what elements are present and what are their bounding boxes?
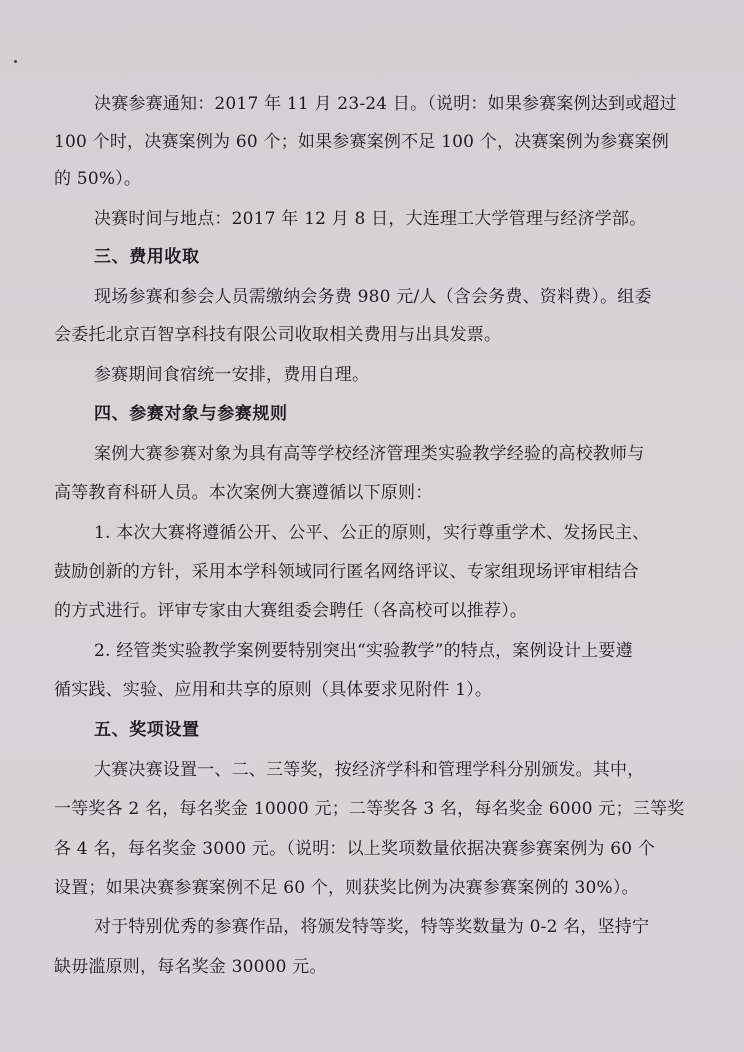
paragraph-fees-line-1: 现场参赛和参会人员需缴纳会务费 980 元/人（含会务费、资料费）。组委 [94,287,652,307]
paragraph-final-time-place: 决赛时间与地点：2017 年 12 月 8 日，大连理工大学管理与经济学部。 [94,209,647,229]
paragraph-special-award-line-1: 对于特别优秀的参赛作品，将颁发特等奖，特等奖数量为 0-2 名，坚持宁 [94,917,650,937]
section-heading-fees: 三、费用收取 [94,247,200,267]
paragraph-special-award-line-2: 缺毋滥原则，每名奖金 30000 元。 [54,957,327,977]
paragraph-final-notice-line-3: 的 50%）。 [54,169,142,189]
paragraph-participants-line-1: 案例大赛参赛对象为具有高等学校经济管理类实验教学经验的高校教师与 [94,444,645,464]
paragraph-participants-line-2: 高等教育科研人员。本次案例大赛遵循以下原则： [54,483,433,503]
paragraph-awards-line-4: 设置；如果决赛参赛案例不足 60 个，则获奖比例为决赛参赛案例的 30%）。 [54,878,639,898]
rule-1-line-2: 鼓励创新的方针，采用本学科领域同行匿名网络评议、专家组现场评审相结合 [54,562,639,582]
paragraph-final-notice-line-2: 100 个时，决赛案例为 60 个；如果参赛案例不足 100 个，决赛案例为参赛案例 [54,132,669,152]
paragraph-awards-line-3: 各 4 名，每名奖金 3000 元。（说明：以上奖项数量依据决赛参赛案例为 60 个 [54,839,656,859]
paragraph-awards-line-2: 一等奖各 2 名，每名奖金 10000 元；二等奖各 3 名，每名奖金 6000 元；三等奖 [54,799,685,819]
paragraph-awards-line-1: 大赛决赛设置一、二、三等奖，按经济学科和管理学科分别颁发。其中， [94,760,645,780]
scan-speck [14,60,17,63]
rule-1-line-1: 1. 本次大赛将遵循公开、公平、公正的原则，实行尊重学术、发扬民主、 [94,523,650,543]
rule-1-line-3: 的方式进行。评审专家由大赛组委会聘任（各高校可以推荐）。 [54,601,528,621]
paragraph-fees-line-2: 会委托北京百智享科技有限公司收取相关费用与出具发票。 [54,325,502,345]
rule-2-line-1: 2. 经管类实验教学案例要特别突出“实验教学”的特点，案例设计上要遵 [94,641,633,661]
section-heading-awards: 五、奖项设置 [94,720,200,740]
paragraph-final-notice-line-1: 决赛参赛通知：2017 年 11 月 23-24 日。（说明：如果参赛案例达到或超过 [94,94,677,114]
section-heading-participants-rules: 四、参赛对象与参赛规则 [94,404,288,424]
paragraph-meals: 参赛期间食宿统一安排，费用自理。 [94,365,370,385]
rule-2-line-2: 循实践、实验、应用和共享的原则（具体要求见附件 1）。 [54,680,493,700]
